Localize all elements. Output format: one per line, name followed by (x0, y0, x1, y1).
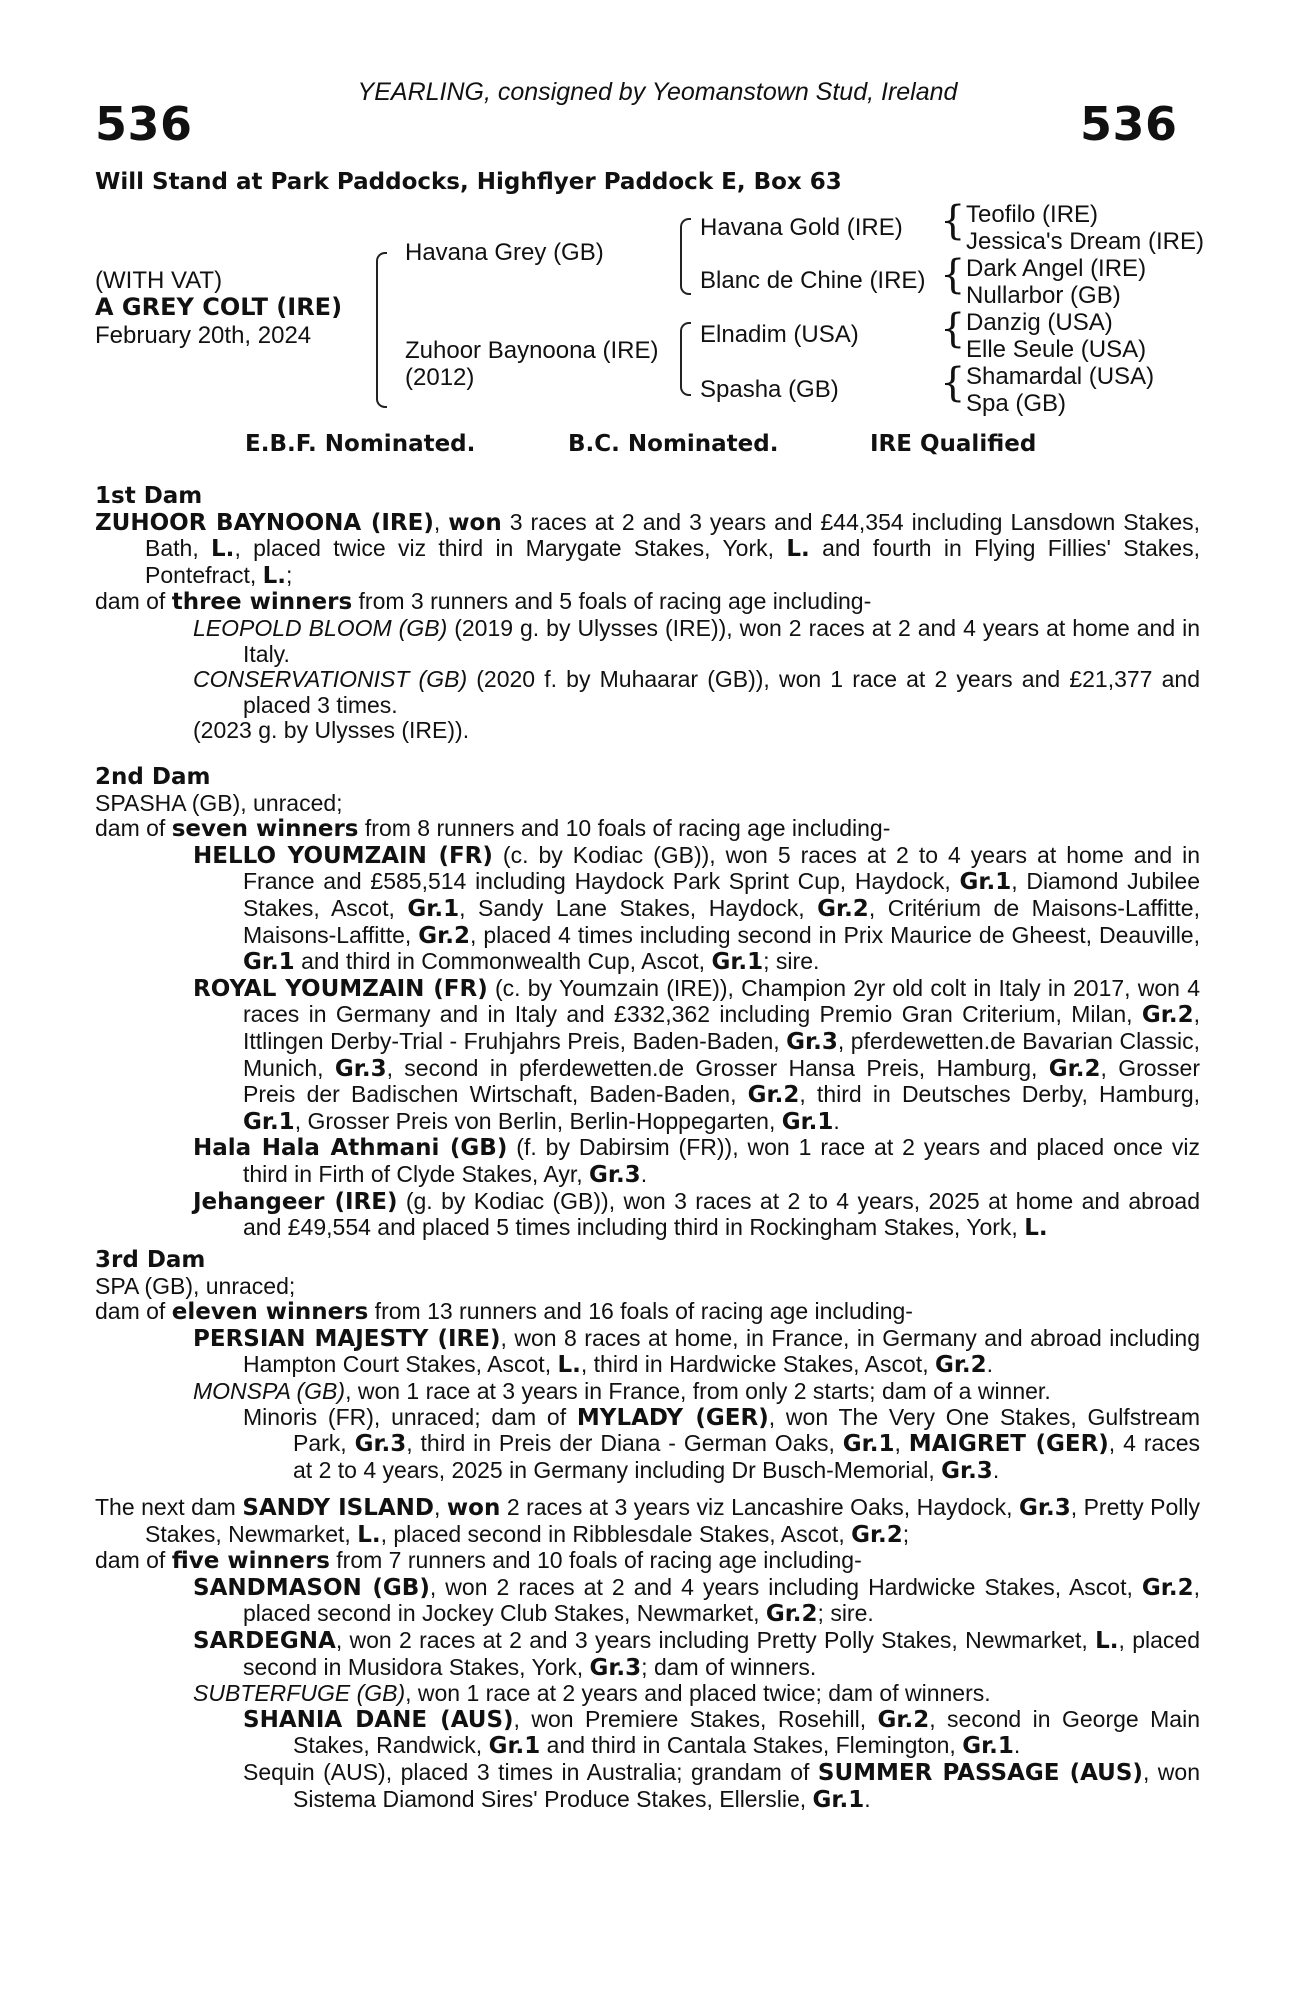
sire-dam: Blanc de Chine (IRE) (700, 267, 926, 294)
second-dam-record: SPASHA (GB), unraced; (95, 789, 343, 816)
brace-sire-bottom (680, 255, 691, 295)
first-dam-heading: 1st Dam (95, 483, 203, 509)
next-dam-section (95, 1495, 1200, 1813)
gg-nullarbor: Nullarbor (GB) (966, 282, 1121, 309)
bc-nomination: B.C. Nominated. (568, 431, 779, 457)
gg-shamardal: Shamardal (USA) (966, 363, 1155, 390)
gg-spa: Spa (GB) (966, 390, 1067, 417)
third-dam-offspring-monspa: MONSPA (GB), won 1 race at 3 years in France, from only 2 starts; dam of a winner. (193, 1377, 1051, 1404)
gg-jessicas-dream: Jessica's Dream (IRE) (966, 228, 1204, 255)
sire-sire: Havana Gold (IRE) (700, 214, 903, 241)
gg-elle-seule: Elle Seule (USA) (966, 336, 1147, 363)
brace-main-bottom (376, 330, 387, 408)
third-dam-grandoffspring-minoris: Minoris (FR), unraced; dam of MYLADY (GER), won The Very One Stakes, Gulfstream Park, Gr.3, third in Preis der Diana - German Oaks, Gr.1, MAIGRET (GER), 4 races at 2 to 4 years, 2025 in Germany including Dr Busch-Memorial, Gr.3. (243, 1403, 1200, 1484)
consignor-line: YEARLING, consigned by Yeomanstown Stud, Ireland (357, 78, 958, 106)
next-dam-offspring-sandmason: SANDMASON (GB), won 2 races at 2 and 4 years including Hardwicke Stakes, Ascot, Gr.2, placed second in Jockey Club Stakes, Newmarket, Gr.2; sire. (193, 1573, 1200, 1628)
brace-dam-top (680, 322, 691, 360)
brace-g78: { (940, 360, 966, 406)
second-dam-offspring-hala-hala-athmani: Hala Hala Athmani (GB) (f. by Dabirsim (FR)), won 1 race at 2 years and placed once viz third in Firth of Clyde Stakes, Ayr, Gr.3. (193, 1134, 1201, 1188)
next-dam-offspring-sardegna: SARDEGNA, won 2 races at 2 and 3 years including Pretty Polly Stakes, Newmarket, L., placed second in Musidora Stakes, York, Gr.3; dam of winners. (193, 1626, 1200, 1681)
lot-number-left: 536 (95, 97, 193, 151)
ire-qualified: IRE Qualified (870, 431, 1037, 457)
brace-dam-bottom (680, 356, 691, 396)
stand-location: Will Stand at Park Paddocks, Highflyer Paddock E, Box 63 (95, 169, 842, 195)
first-dam-offspring-1: LEOPOLD BLOOM (GB) (2019 g. by Ulysses (IRE)), won 2 races at 2 and 4 years at home and in Italy. (193, 614, 1200, 667)
gg-danzig: Danzig (USA) (966, 309, 1113, 336)
next-dam-record: The next dam SANDY ISLAND, won 2 races at 3 years viz Lancashire Oaks, Haydock, Gr.3, Pretty Polly Stakes, Newmarket, L., placed second in Ribblesdale Stakes, Ascot, Gr.2; (95, 1494, 1200, 1548)
first-dam-offspring-2: CONSERVATIONIST (GB) (2020 f. by Muhaarar (GB)), won 1 race at 2 years and £21,377 and placed 3 times. (193, 666, 1200, 718)
horse-name: A GREY COLT (IRE) (95, 293, 343, 321)
brace-g12: { (940, 198, 966, 244)
second-dam-offspring-jehangeer: Jehangeer (IRE) (g. by Kodiac (GB)), won 3 races at 2 to 4 years, 2025 at home and abroad and £49,554 and placed 5 times including third in Rockingham Stakes, York, L. (193, 1187, 1200, 1242)
next-dam-grandoffspring-sequin: Sequin (AUS), placed 3 times in Australia; grandam of SUMMER PASSAGE (AUS), won Sistema Diamond Sires' Produce Stakes, Ellerslie, Gr.1. (243, 1758, 1200, 1813)
third-dam-record: SPA (GB), unraced; (95, 1272, 296, 1299)
brace-sire-top (680, 218, 691, 258)
dam-sire: Elnadim (USA) (700, 321, 859, 348)
dam: Zuhoor Baynoona (IRE) (405, 337, 659, 364)
sire: Havana Grey (GB) (405, 239, 604, 266)
vat-note: (WITH VAT) (95, 267, 223, 294)
lot-number-right: 536 (1080, 97, 1178, 151)
first-dam-offspring-3: (2023 g. by Ulysses (IRE)). (193, 717, 470, 744)
first-dam-record: ZUHOOR BAYNOONA (IRE), won 3 races at 2 and 3 years and £44,354 including Lansdown Stakes, Bath, L., placed twice viz third in Marygate Stakes, York, L. and fourth in Flying Fillies' Stakes, Pontefract, L.; (95, 508, 1201, 589)
brace-g34: { (940, 252, 966, 298)
next-dam-produce: dam of five winners from 7 runners and 10 foals of racing age including- (95, 1547, 862, 1575)
ebf-nomination: E.B.F. Nominated. (245, 431, 476, 457)
third-dam-offspring-persian-majesty: PERSIAN MAJESTY (IRE), won 8 races at home, in France, in Germany and abroad including Hampton Court Stakes, Ascot, L., third in Hardwicke Stakes, Ascot, Gr.2. (193, 1324, 1200, 1379)
gg-teofilo: Teofilo (IRE) (966, 201, 1099, 228)
dam-dam: Spasha (GB) (700, 376, 839, 403)
next-dam-offspring-subterfuge: SUBTERFUGE (GB), won 1 race at 2 years and placed twice; dam of winners. (193, 1680, 991, 1707)
brace-g56: { (940, 306, 966, 352)
second-dam-offspring-royal-youmzain: ROYAL YOUMZAIN (FR) (c. by Youmzain (IRE)), Champion 2yr old colt in Italy in 2017, won 4 races in Germany and in Italy and £332,362 including Premio Gran Criterium, Milan, Gr.2, Ittlingen Derby-Trial - Fruhjahrs Preis, Baden-Baden, Gr.3, pferdewetten.de Bavarian Classic, Munich, Gr.3, second in pferdewetten.de Grosser Hansa Preis, Hamburg, Gr.2, Grosser Preis der Badischen Wirtschaft, Baden-Baden, Gr.2, third in Deutsches Derby, Hamburg, Gr.1, Grosser Preis von Berlin, Berlin-Hoppegarten, Gr.1. (193, 974, 1201, 1135)
first-dam-section (95, 484, 1200, 744)
third-dam-produce: dam of eleven winners from 13 runners and 16 foals of racing age including- (95, 1298, 913, 1326)
second-dam-heading: 2nd Dam (95, 764, 211, 790)
first-dam-produce: dam of three winners from 3 runners and 5 foals of racing age including- (95, 588, 872, 616)
next-dam-grandoffspring-shania-dane: SHANIA DANE (AUS), won Premiere Stakes, Rosehill, Gr.2, second in George Main Stakes, Randwick, Gr.1 and third in Cantala Stakes, Flemington, Gr.1. (243, 1705, 1200, 1760)
brace-main-top (376, 252, 387, 334)
second-dam-offspring-hello-youmzain: HELLO YOUMZAIN (FR) (c. by Kodiac (GB)), won 5 races at 2 to 4 years at home and in France and £585,514 including Haydock Park Sprint Cup, Haydock, Gr.1, Diamond Jubilee Stakes, Ascot, Gr.1, Sandy Lane Stakes, Haydock, Gr.2, Critérium de Maisons-Laffitte, Maisons-Laffitte, Gr.2, placed 4 times including second in Prix Maurice de Gheest, Deauville, Gr.1 and third in Commonwealth Cup, Ascot, Gr.1; sire. (193, 841, 1201, 976)
gg-dark-angel: Dark Angel (IRE) (966, 255, 1147, 282)
third-dam-heading: 3rd Dam (95, 1247, 206, 1273)
foaling-date: February 20th, 2024 (95, 322, 312, 349)
second-dam-section (95, 765, 1200, 1242)
third-dam-section (95, 1248, 1200, 1484)
second-dam-produce: dam of seven winners from 8 runners and 10 foals of racing age including- (95, 815, 891, 843)
dam-year: (2012) (405, 364, 475, 391)
